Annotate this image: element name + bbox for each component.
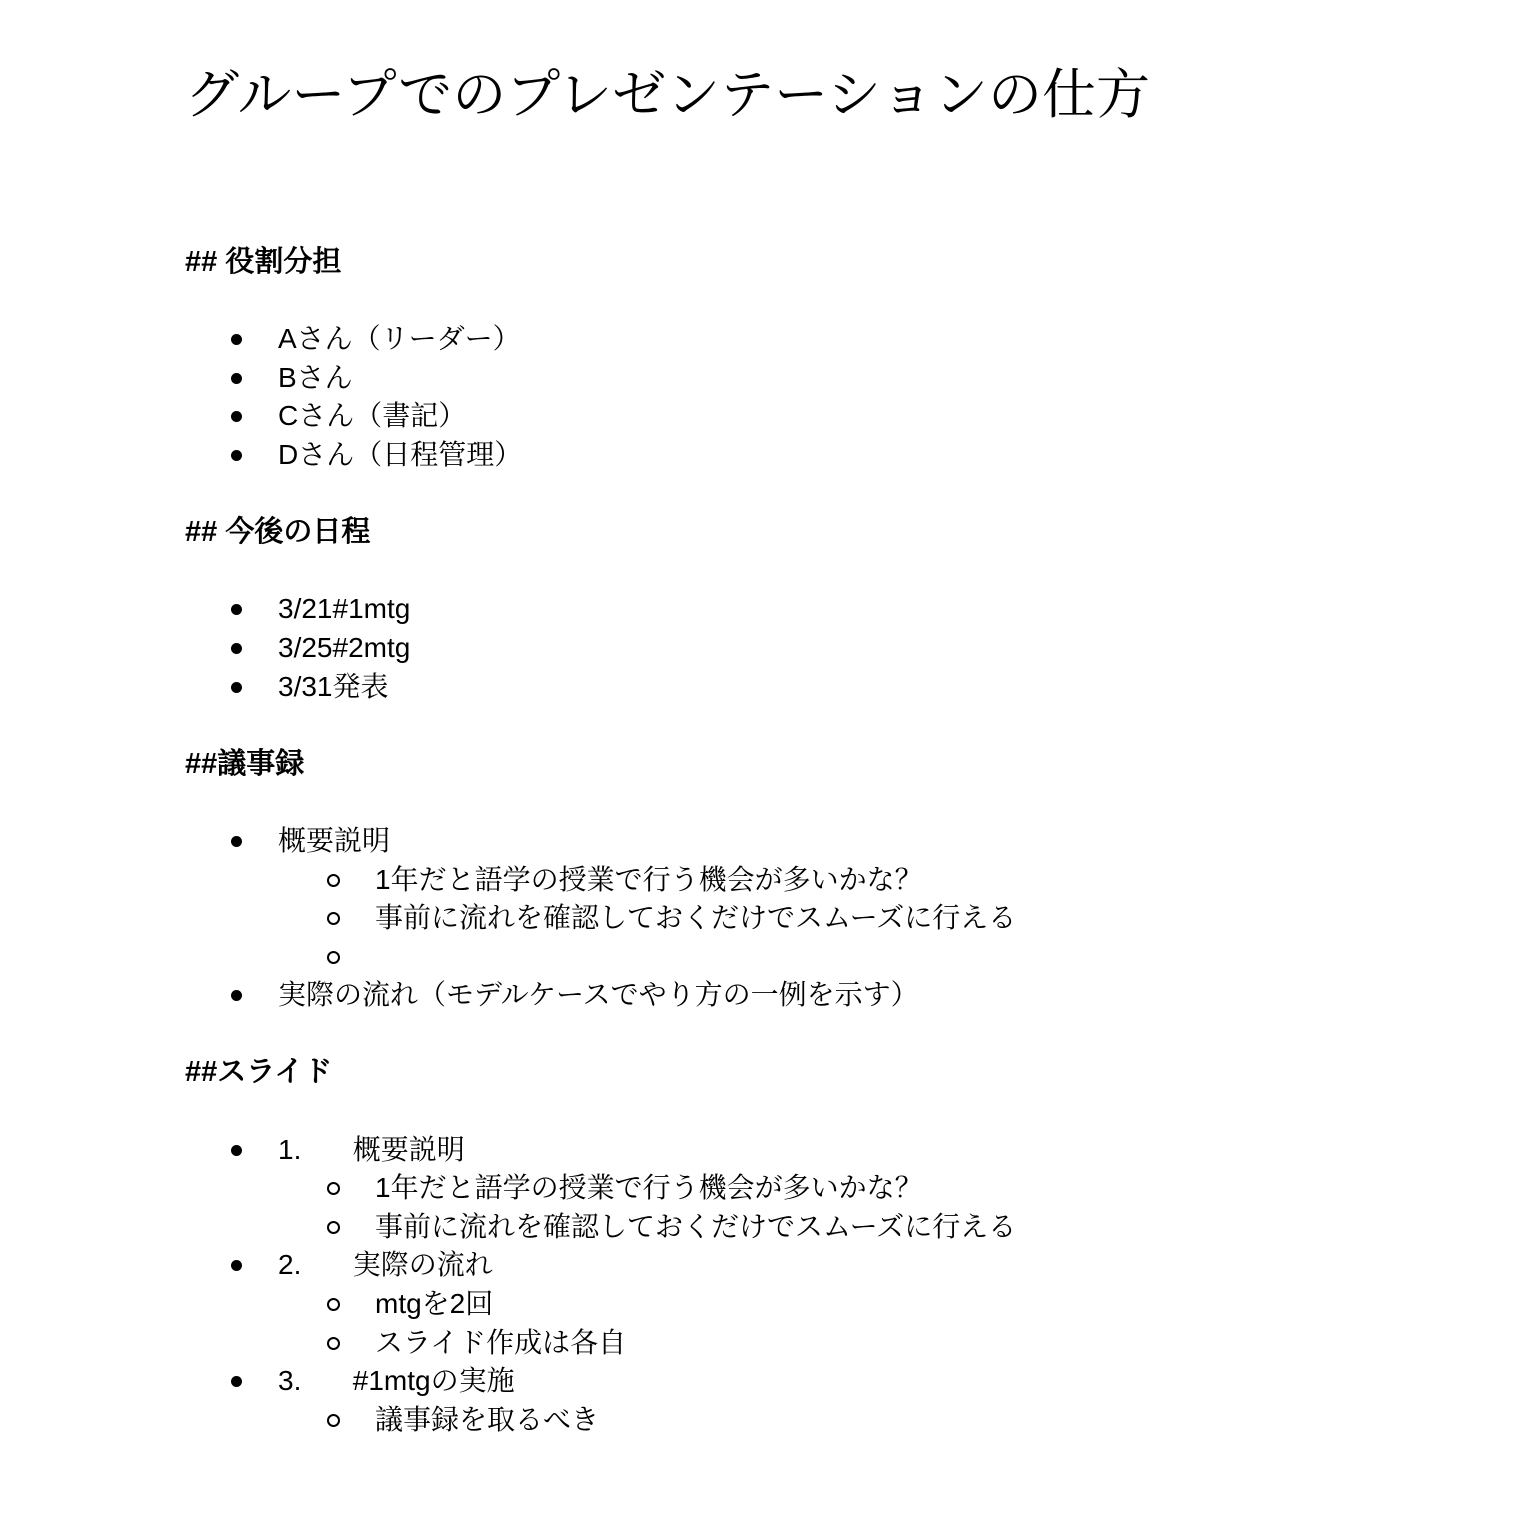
- list-item-number: 1.: [278, 1133, 302, 1165]
- list-item-text: 1年だと語学の授業で行う機会が多いかな？: [375, 863, 923, 895]
- document-sections: [185, 243, 1448, 1439]
- list-item: [185, 976, 1448, 1015]
- bullet-circle-icon: [327, 874, 340, 887]
- list-item: [185, 1401, 1448, 1440]
- list-item-text: 事前に流れを確認しておくだけでスムーズに行える: [375, 902, 1017, 934]
- list-item: [185, 397, 1448, 436]
- list-item: [185, 899, 1448, 938]
- bullet-circle-icon: [327, 1182, 340, 1195]
- list-item: [185, 320, 1448, 359]
- list-item-text: 事前に流れを確認しておくだけでスムーズに行える: [375, 1210, 1017, 1242]
- list-item: [185, 1285, 1448, 1324]
- list-item: [185, 1131, 1448, 1170]
- list-item-text: Aさん（リーダー）: [278, 323, 521, 355]
- bullet-circle-icon: [327, 1414, 340, 1427]
- bullet-list: [185, 590, 1448, 706]
- bullet-list: [185, 1131, 1448, 1440]
- section-heading: ## 役割分担: [185, 246, 342, 278]
- bullet-disc-icon: [231, 990, 242, 1001]
- list-item-text: 実際の流れ: [352, 1249, 493, 1281]
- bullet-circle-icon: [327, 912, 340, 925]
- document-title: グループでのプレゼンテーションの仕方: [185, 65, 1150, 125]
- list-item-number: 2.: [278, 1249, 302, 1281]
- list-item-text: 概要説明: [278, 824, 391, 856]
- bullet-disc-icon: [231, 1145, 242, 1156]
- bullet-disc-icon: [231, 334, 242, 345]
- list-item-text: 3/25#2mtg: [278, 631, 411, 663]
- list-item-text: Dさん（日程管理）: [278, 438, 523, 470]
- bullet-circle-icon: [327, 1337, 340, 1350]
- list-item: [185, 1169, 1448, 1208]
- bullet-disc-icon: [231, 1260, 242, 1271]
- list-item: [185, 861, 1448, 900]
- list-item: [185, 436, 1448, 475]
- list-item-text: 概要説明: [352, 1133, 465, 1165]
- list-item-text: Cさん（書記）: [278, 400, 467, 432]
- list-item-text: 実際の流れ（モデルケースでやり方の一例を示す）: [278, 979, 919, 1011]
- bullet-disc-icon: [231, 411, 242, 422]
- bullet-list: [185, 320, 1448, 474]
- document-section: [185, 1053, 1448, 1439]
- list-item-text: 3/21#1mtg: [278, 593, 411, 625]
- bullet-disc-icon: [231, 643, 242, 654]
- list-item-number: 3.: [278, 1365, 302, 1397]
- bullet-disc-icon: [231, 1376, 242, 1387]
- list-item-text: mtgを2回: [375, 1288, 494, 1320]
- document-section: [185, 513, 1448, 706]
- list-item-text: 1年だと語学の授業で行う機会が多いかな？: [375, 1172, 923, 1204]
- list-item-text: 3/31発表: [278, 670, 389, 702]
- bullet-disc-icon: [231, 373, 242, 384]
- list-item: [185, 629, 1448, 668]
- document-section: [185, 243, 1448, 475]
- list-item: [185, 1324, 1448, 1363]
- section-heading: ##スライド: [185, 1056, 333, 1089]
- list-item: [185, 668, 1448, 707]
- list-item: [185, 1208, 1448, 1247]
- bullet-circle-icon: [327, 1298, 340, 1311]
- section-heading: ## 今後の日程: [185, 516, 371, 549]
- list-item-text: #1mtgの実施: [352, 1365, 515, 1397]
- list-item-text: スライド作成は各自: [375, 1326, 627, 1358]
- list-item: [185, 590, 1448, 629]
- list-item: [185, 1246, 1448, 1285]
- document-section: [185, 745, 1448, 1015]
- bullet-disc-icon: [231, 604, 242, 615]
- list-item: [185, 1362, 1448, 1401]
- bullet-disc-icon: [231, 836, 242, 847]
- list-item: [185, 822, 1448, 861]
- section-heading: ##議事録: [185, 747, 305, 780]
- list-item: [185, 938, 1448, 977]
- bullet-disc-icon: [231, 682, 242, 693]
- bullet-circle-icon: [327, 1221, 340, 1234]
- bullet-disc-icon: [231, 450, 242, 461]
- list-item-text: Bさん: [278, 361, 353, 393]
- bullet-list: [185, 822, 1448, 1015]
- list-item-text: 議事録を取るべき: [375, 1403, 600, 1435]
- bullet-circle-icon: [327, 951, 340, 964]
- list-item: [185, 359, 1448, 398]
